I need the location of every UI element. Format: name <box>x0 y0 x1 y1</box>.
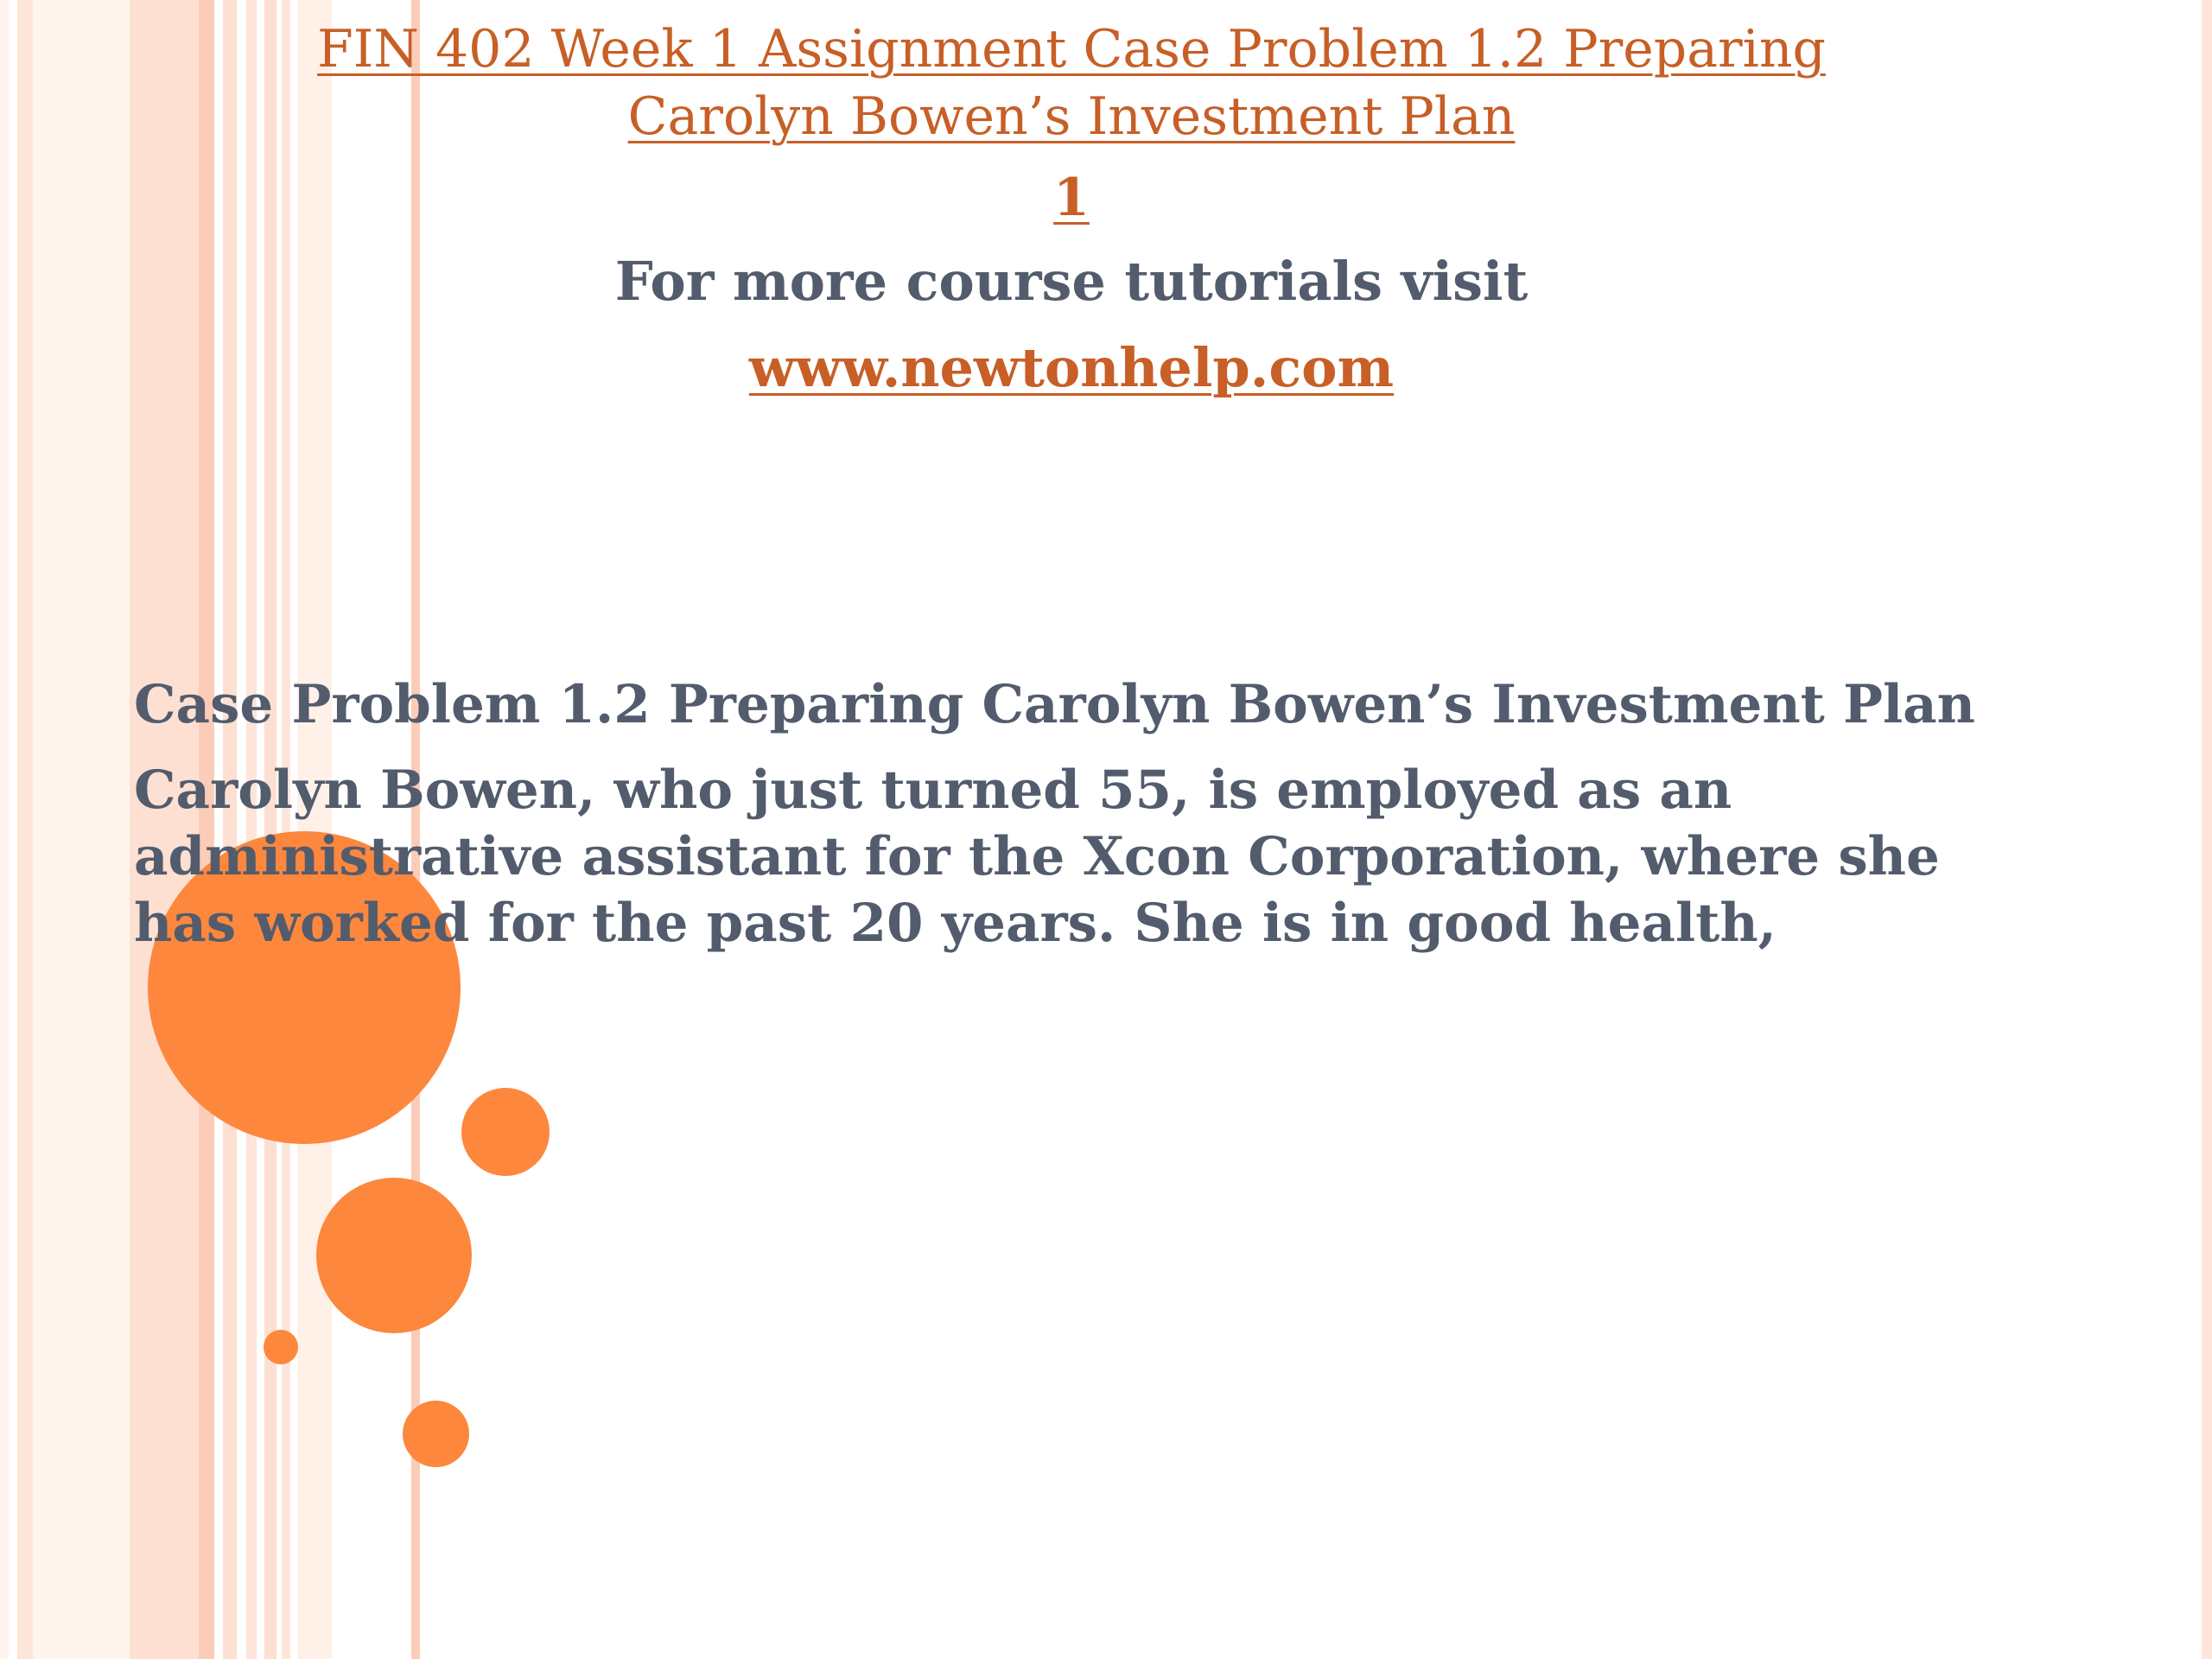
site-link[interactable]: www.newtonhelp.com <box>748 336 1395 399</box>
page-number-link[interactable]: 1 <box>1053 168 1090 228</box>
medium-circle <box>316 1178 472 1333</box>
case-heading: Case Problem 1.2 Preparing Carolyn Bowen’s Investment Plan <box>134 674 1976 735</box>
page-number[interactable] <box>1037 164 1106 232</box>
stripe <box>17 0 33 1659</box>
page-title[interactable] <box>207 16 1936 150</box>
tiny-circle <box>264 1330 298 1364</box>
promo-text: For more course tutorials visit <box>614 250 1529 313</box>
stripe <box>33 0 130 1659</box>
site-link-wrapper[interactable] <box>467 334 1676 403</box>
stripe <box>2202 0 2212 1659</box>
small-circle <box>403 1401 469 1467</box>
small-circle <box>461 1088 550 1176</box>
stripe <box>0 0 9 1659</box>
case-body-text: Carolyn Bowen, who just turned 55, is employed as an administrative assistant for the Xcon Corporation, where she has worked for the past 20 years. She is in good health, <box>134 760 1940 954</box>
title-link[interactable]: FIN 402 Week 1 Assignment Case Problem 1.2 Preparing Carolyn Bowen’s Investment Plan <box>317 19 1826 147</box>
